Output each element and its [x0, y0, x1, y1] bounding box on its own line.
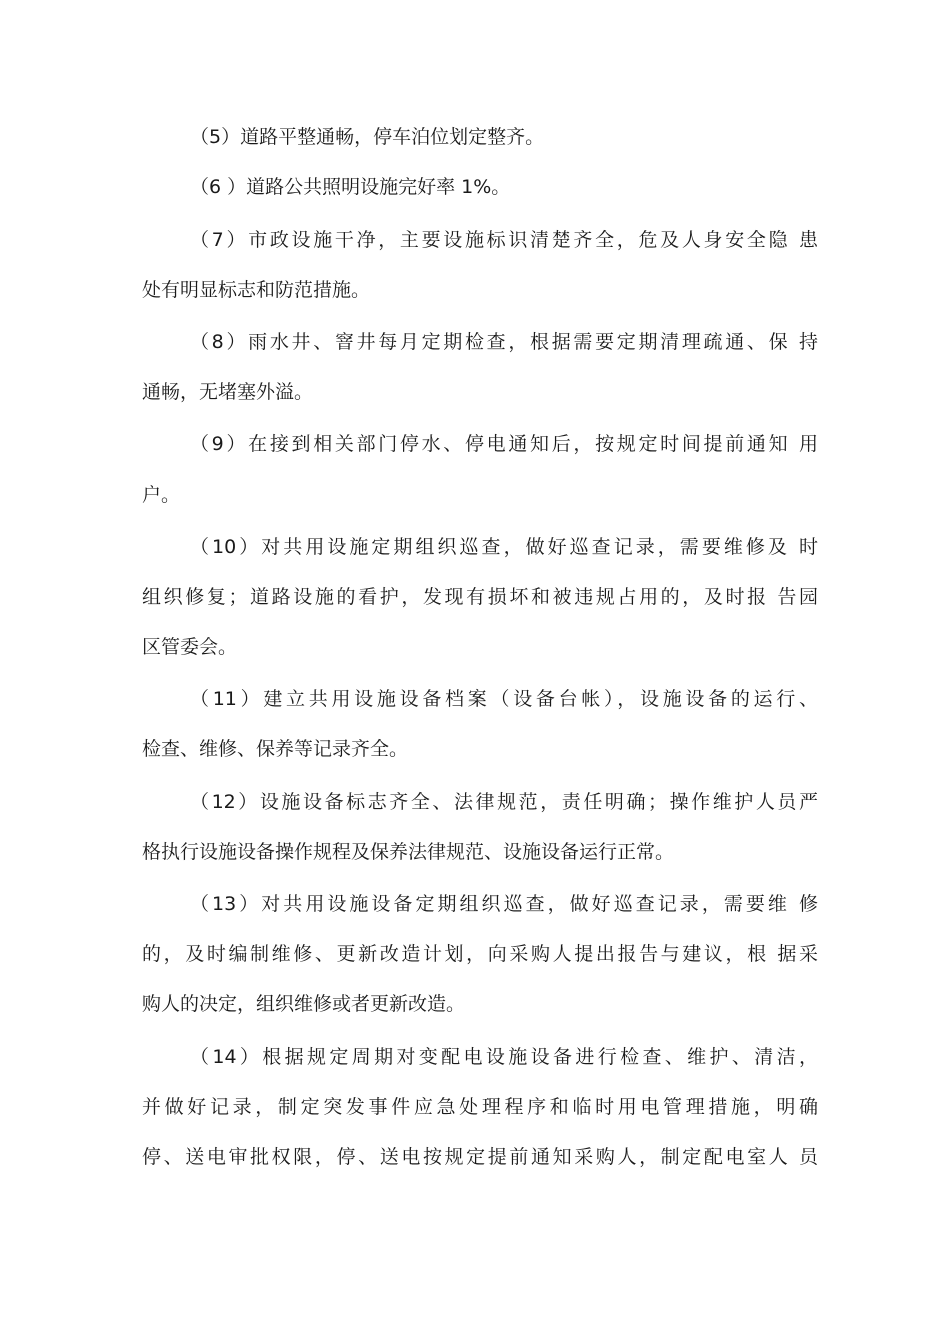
- paragraph-12-line-2: 格执行设施设备操作规程及保养法律规范、设施设备运行正常。: [142, 841, 675, 863]
- paragraph-11-line-2: 检查、维修、保养等记录齐全。: [142, 738, 409, 760]
- paragraph-7-line-2: 处有明显标志和防范措施。: [142, 279, 371, 301]
- paragraph-7-line-1: （7）市政设施干净，主要设施标识清楚齐全，危及人身安全隐 患: [190, 229, 818, 251]
- paragraph-14-line-1: （14）根据规定周期对变配电设施设备进行检查、维护、清洁，: [190, 1046, 818, 1068]
- paragraph-10-line-3: 区管委会。: [142, 636, 238, 658]
- paragraph-9-line-2: 户。: [142, 484, 181, 506]
- paragraph-13-line-2: 的，及时编制维修、更新改造计划，向采购人提出报告与建议，根 据采: [142, 943, 818, 965]
- paragraph-8-line-1: （8）雨水井、窨井每月定期检查，根据需要定期清理疏通、保 持: [190, 331, 818, 353]
- paragraph-6-line-1: （6 ）道路公共照明设施完好率 1%。: [190, 176, 511, 198]
- paragraph-13-line-1: （13）对共用设施设备定期组织巡查，做好巡查记录，需要维 修: [190, 893, 818, 915]
- paragraph-9-line-1: （9）在接到相关部门停水、停电通知后，按规定时间提前通知 用: [190, 433, 818, 455]
- paragraph-5-line-1: （5）道路平整通畅，停车泊位划定整齐。: [190, 126, 545, 148]
- paragraph-12-line-1: （12）设施设备标志齐全、法律规范，责任明确；操作维护人员严: [190, 791, 818, 813]
- paragraph-10-line-1: （10）对共用设施定期组织巡查，做好巡查记录，需要维修及 时: [190, 536, 818, 558]
- paragraph-14-line-2: 并做好记录，制定突发事件应急处理程序和临时用电管理措施，明确: [142, 1096, 818, 1118]
- paragraph-8-line-2: 通畅，无堵塞外溢。: [142, 381, 314, 403]
- paragraph-14-line-3: 停、送电审批权限，停、送电按规定提前通知采购人，制定配电室人 员: [142, 1146, 818, 1168]
- paragraph-10-line-2: 组织修复；道路设施的看护，发现有损坏和被违规占用的，及时报 告园: [142, 586, 818, 608]
- paragraph-13-line-3: 购人的决定，组织维修或者更新改造。: [142, 993, 466, 1015]
- paragraph-11-line-1: （11）建立共用设施设备档案（设备台帐），设施设备的运行、: [190, 688, 818, 710]
